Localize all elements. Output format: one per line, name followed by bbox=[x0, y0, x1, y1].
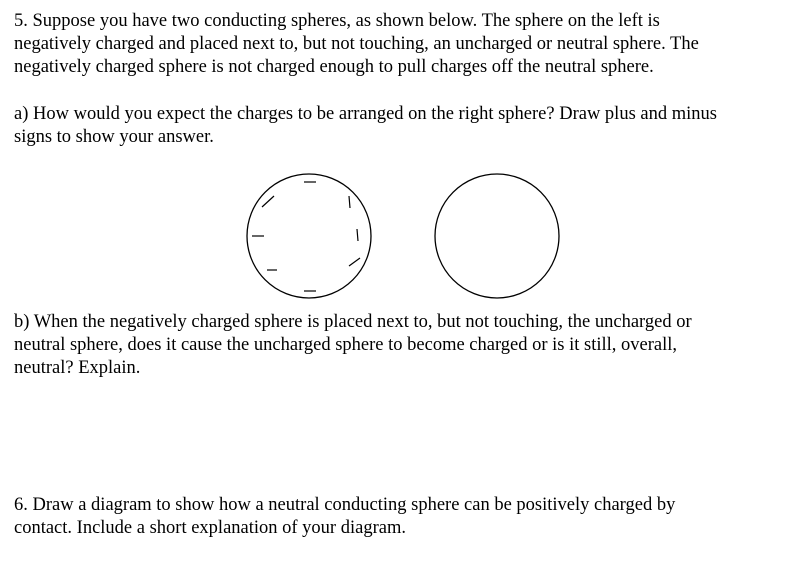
spheres-figure bbox=[240, 170, 570, 302]
right-sphere bbox=[435, 174, 559, 298]
question-5-text: 5. Suppose you have two conducting spheres, as shown below. The sphere on the left is negatively charged and placed next to, but not touching, an uncharged or neutral sphere. The negatively charged sphere is not charged enough to pull charges off the neutral sphere. bbox=[14, 11, 699, 77]
question-5a-text: a) How would you expect the charges to be arranged on the right sphere? Draw plus and minus signs to show your answer. bbox=[14, 104, 717, 147]
negative-charge-mark bbox=[262, 196, 274, 207]
question-6-text: 6. Draw a diagram to show how a neutral conducting sphere can be positively charged by contact. Include a short explanation of your diagram. bbox=[14, 495, 676, 538]
negative-charge-mark bbox=[349, 258, 360, 266]
negative-charge-mark bbox=[357, 229, 358, 241]
left-sphere bbox=[247, 174, 371, 298]
negative-charge-mark bbox=[349, 196, 350, 208]
negative-charges bbox=[252, 182, 360, 291]
question-5b-text: b) When the negatively charged sphere is placed next to, but not touching, the uncharged or neutral sphere, does it cause the uncharged sphere to become charged or is it still, overall, neutral? Explain. bbox=[14, 312, 692, 378]
